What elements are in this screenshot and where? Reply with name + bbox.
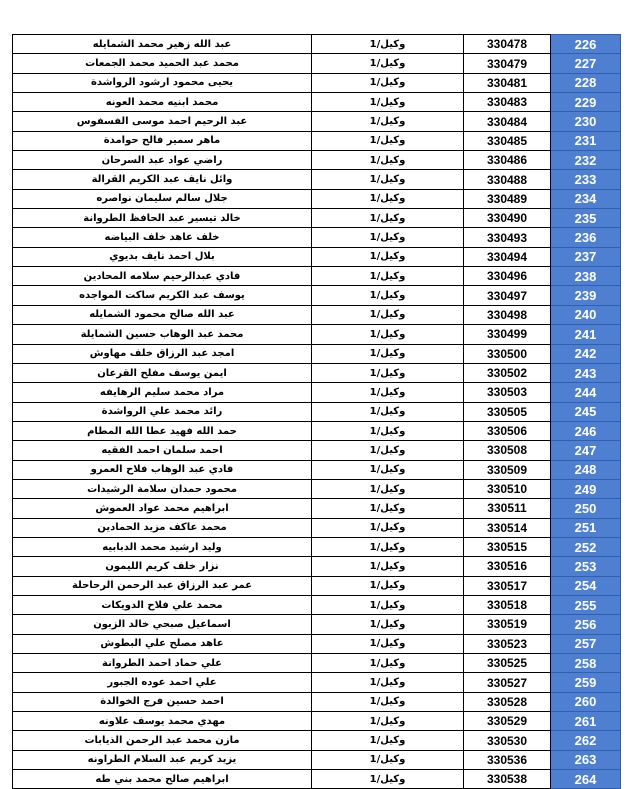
rank-cell: وكيل/1 — [312, 595, 464, 614]
table-row — [13, 305, 621, 324]
serial-number-cell: 261 — [551, 712, 621, 731]
serial-number-cell: 236 — [551, 228, 621, 247]
name-cell: عمر عبد الرزاق عبد الرحمن الرحاحلة — [13, 576, 312, 595]
rank-cell: وكيل/1 — [312, 518, 464, 537]
rank-cell: وكيل/1 — [312, 151, 464, 170]
rank-cell: وكيل/1 — [312, 247, 464, 266]
serial-number-cell: 260 — [551, 692, 621, 711]
table-row — [13, 557, 621, 576]
code-cell: 330481 — [464, 73, 551, 92]
code-cell: 330536 — [464, 750, 551, 769]
name-cell: وائل نايف عبد الكريم القرالة — [13, 170, 312, 189]
serial-number-cell: 228 — [551, 73, 621, 92]
serial-number-cell: 234 — [551, 189, 621, 208]
rank-cell: وكيل/1 — [312, 363, 464, 382]
rank-cell: وكيل/1 — [312, 344, 464, 363]
name-cell: خلف عاهد خلف البياضه — [13, 228, 312, 247]
table-row — [13, 499, 621, 518]
rank-cell: وكيل/1 — [312, 131, 464, 150]
serial-number-cell: 242 — [551, 344, 621, 363]
table-row — [13, 325, 621, 344]
code-cell: 330485 — [464, 131, 551, 150]
serial-number-cell: 262 — [551, 731, 621, 750]
name-cell: علي حماد احمد الطروانة — [13, 654, 312, 673]
table-row — [13, 93, 621, 112]
serial-number-cell: 231 — [551, 131, 621, 150]
serial-number-cell: 259 — [551, 673, 621, 692]
table-row — [13, 131, 621, 150]
serial-number-cell: 244 — [551, 383, 621, 402]
name-cell: اسماعيل صبحي خالد الزبون — [13, 615, 312, 634]
code-cell: 330503 — [464, 383, 551, 402]
code-cell: 330514 — [464, 518, 551, 537]
code-cell: 330519 — [464, 615, 551, 634]
table-row — [13, 460, 621, 479]
table-row — [13, 112, 621, 131]
rank-cell: وكيل/1 — [312, 286, 464, 305]
table-row — [13, 634, 621, 653]
code-cell: 330494 — [464, 247, 551, 266]
rank-cell: وكيل/1 — [312, 499, 464, 518]
name-cell: يوسف عبد الكريم ساكت المواجده — [13, 286, 312, 305]
table-row — [13, 228, 621, 247]
table-row — [13, 750, 621, 769]
table-row — [13, 576, 621, 595]
code-cell: 330538 — [464, 770, 551, 789]
table-row — [13, 692, 621, 711]
serial-number-cell: 237 — [551, 247, 621, 266]
name-cell: عبد الله زهير محمد الشمايله — [13, 35, 312, 54]
code-cell: 330479 — [464, 54, 551, 73]
serial-number-cell: 240 — [551, 305, 621, 324]
table-row — [13, 537, 621, 556]
table-row — [13, 615, 621, 634]
rank-cell: وكيل/1 — [312, 228, 464, 247]
code-cell: 330516 — [464, 557, 551, 576]
name-cell: ماهر سمير فالح حوامدة — [13, 131, 312, 150]
table-row — [13, 731, 621, 750]
serial-number-cell: 232 — [551, 151, 621, 170]
name-cell: راضي عواد عبد السرحان — [13, 151, 312, 170]
serial-number-cell: 263 — [551, 750, 621, 769]
name-cell: احمد حسين فرج الخوالدة — [13, 692, 312, 711]
name-cell: ابراهيم محمد عواد العموش — [13, 499, 312, 518]
code-cell: 330508 — [464, 441, 551, 460]
table-row — [13, 54, 621, 73]
code-cell: 330488 — [464, 170, 551, 189]
name-cell: ايمن يوسف مفلح القرعان — [13, 363, 312, 382]
rank-cell: وكيل/1 — [312, 537, 464, 556]
code-cell: 330497 — [464, 286, 551, 305]
name-cell: محمود حمدان سلامة الرشيدات — [13, 479, 312, 498]
table-row — [13, 151, 621, 170]
rank-cell: وكيل/1 — [312, 654, 464, 673]
rank-cell: وكيل/1 — [312, 615, 464, 634]
code-cell: 330510 — [464, 479, 551, 498]
serial-number-cell: 238 — [551, 267, 621, 286]
name-cell: علي احمد عوده الجبور — [13, 673, 312, 692]
name-cell: ابراهيم صالح محمد بني طه — [13, 770, 312, 789]
table-row — [13, 286, 621, 305]
name-cell: محمد عبد الحميد محمد الجمعات — [13, 54, 312, 73]
table-row — [13, 712, 621, 731]
code-cell: 330528 — [464, 692, 551, 711]
table-row — [13, 479, 621, 498]
table-row — [13, 421, 621, 440]
rank-cell: وكيل/1 — [312, 673, 464, 692]
serial-number-cell: 251 — [551, 518, 621, 537]
serial-number-cell: 233 — [551, 170, 621, 189]
rank-cell: وكيل/1 — [312, 479, 464, 498]
rank-cell: وكيل/1 — [312, 712, 464, 731]
serial-number-cell: 254 — [551, 576, 621, 595]
rank-cell: وكيل/1 — [312, 460, 464, 479]
rank-cell: وكيل/1 — [312, 112, 464, 131]
rank-cell: وكيل/1 — [312, 421, 464, 440]
code-cell: 330498 — [464, 305, 551, 324]
rank-cell: وكيل/1 — [312, 402, 464, 421]
serial-number-cell: 235 — [551, 209, 621, 228]
rank-cell: وكيل/1 — [312, 750, 464, 769]
serial-number-cell: 253 — [551, 557, 621, 576]
name-cell: يحيى محمود ارشود الرواشدة — [13, 73, 312, 92]
rank-cell: وكيل/1 — [312, 189, 464, 208]
serial-number-cell: 264 — [551, 770, 621, 789]
rank-cell: وكيل/1 — [312, 267, 464, 286]
code-cell: 330518 — [464, 595, 551, 614]
table-row — [13, 209, 621, 228]
name-cell: محمد عبد الوهاب حسين الشمايلة — [13, 325, 312, 344]
code-cell: 330525 — [464, 654, 551, 673]
rank-cell: وكيل/1 — [312, 557, 464, 576]
code-cell: 330483 — [464, 93, 551, 112]
serial-number-cell: 245 — [551, 402, 621, 421]
serial-number-cell: 243 — [551, 363, 621, 382]
serial-number-cell: 256 — [551, 615, 621, 634]
name-cell: محمد ابنيه محمد العونه — [13, 93, 312, 112]
table-row — [13, 654, 621, 673]
rank-cell: وكيل/1 — [312, 209, 464, 228]
code-cell: 330499 — [464, 325, 551, 344]
name-cell: وليد ارشيد محمد الدبابيه — [13, 537, 312, 556]
serial-number-cell: 226 — [551, 35, 621, 54]
serial-number-cell: 257 — [551, 634, 621, 653]
rank-cell: وكيل/1 — [312, 576, 464, 595]
name-cell: بلال احمد نايف بديوي — [13, 247, 312, 266]
table-row — [13, 247, 621, 266]
serial-number-cell: 249 — [551, 479, 621, 498]
table-row — [13, 595, 621, 614]
name-cell: فادي عبدالرحيم سلامه المحادين — [13, 267, 312, 286]
table-row — [13, 170, 621, 189]
code-cell: 330517 — [464, 576, 551, 595]
name-cell: مراد محمد سليم الرهايفه — [13, 383, 312, 402]
roster-sheet — [12, 34, 616, 789]
code-cell: 330515 — [464, 537, 551, 556]
code-cell: 330509 — [464, 460, 551, 479]
table-row — [13, 344, 621, 363]
code-cell: 330493 — [464, 228, 551, 247]
name-cell: عبد الله صالح محمود الشمايله — [13, 305, 312, 324]
code-cell: 330527 — [464, 673, 551, 692]
code-cell: 330500 — [464, 344, 551, 363]
serial-number-cell: 255 — [551, 595, 621, 614]
roster-table — [12, 34, 621, 789]
code-cell: 330530 — [464, 731, 551, 750]
serial-number-cell: 258 — [551, 654, 621, 673]
rank-cell: وكيل/1 — [312, 731, 464, 750]
name-cell: محمد علي فلاح الدويكات — [13, 595, 312, 614]
name-cell: مازن محمد عبد الرحمن الذيابات — [13, 731, 312, 750]
rank-cell: وكيل/1 — [312, 305, 464, 324]
code-cell: 330489 — [464, 189, 551, 208]
rank-cell: وكيل/1 — [312, 383, 464, 402]
name-cell: جلال سالم سليمان نواصره — [13, 189, 312, 208]
name-cell: رائد محمد علي الرواشدة — [13, 402, 312, 421]
code-cell: 330496 — [464, 267, 551, 286]
name-cell: نزار خلف كريم الليمون — [13, 557, 312, 576]
serial-number-cell: 239 — [551, 286, 621, 305]
rank-cell: وكيل/1 — [312, 441, 464, 460]
serial-number-cell: 246 — [551, 421, 621, 440]
serial-number-cell: 248 — [551, 460, 621, 479]
table-row — [13, 267, 621, 286]
rank-cell: وكيل/1 — [312, 634, 464, 653]
table-row — [13, 73, 621, 92]
table-row — [13, 189, 621, 208]
serial-number-cell: 227 — [551, 54, 621, 73]
name-cell: احمد سلمان احمد الفقيه — [13, 441, 312, 460]
serial-number-cell: 230 — [551, 112, 621, 131]
table-row — [13, 35, 621, 54]
table-row — [13, 673, 621, 692]
table-row — [13, 770, 621, 789]
code-cell: 330486 — [464, 151, 551, 170]
name-cell: حمد الله فهيد عطا الله المطام — [13, 421, 312, 440]
serial-number-cell: 247 — [551, 441, 621, 460]
rank-cell: وكيل/1 — [312, 170, 464, 189]
code-cell: 330490 — [464, 209, 551, 228]
code-cell: 330505 — [464, 402, 551, 421]
rank-cell: وكيل/1 — [312, 325, 464, 344]
rank-cell: وكيل/1 — [312, 35, 464, 54]
code-cell: 330478 — [464, 35, 551, 54]
name-cell: عبد الرحيم احمد موسى الفسفوس — [13, 112, 312, 131]
name-cell: خالد تيسير عبد الحافظ الطروانة — [13, 209, 312, 228]
code-cell: 330523 — [464, 634, 551, 653]
name-cell: امجد عبد الرزاق خلف مهاوش — [13, 344, 312, 363]
rank-cell: وكيل/1 — [312, 54, 464, 73]
serial-number-cell: 252 — [551, 537, 621, 556]
rank-cell: وكيل/1 — [312, 770, 464, 789]
name-cell: عاهد مصلح علي البطوش — [13, 634, 312, 653]
code-cell: 330502 — [464, 363, 551, 382]
table-row — [13, 402, 621, 421]
name-cell: مهدي محمد يوسف علاونه — [13, 712, 312, 731]
table-row — [13, 363, 621, 382]
table-row — [13, 441, 621, 460]
name-cell: محمد عاكف مزيد الحمادين — [13, 518, 312, 537]
serial-number-cell: 241 — [551, 325, 621, 344]
roster-table-body — [13, 35, 621, 789]
rank-cell: وكيل/1 — [312, 692, 464, 711]
serial-number-cell: 250 — [551, 499, 621, 518]
table-row — [13, 518, 621, 537]
serial-number-cell: 229 — [551, 93, 621, 112]
code-cell: 330529 — [464, 712, 551, 731]
code-cell: 330511 — [464, 499, 551, 518]
name-cell: يزيد كريم عبد السلام الطراونه — [13, 750, 312, 769]
name-cell: فادي عبد الوهاب فلاح العمرو — [13, 460, 312, 479]
code-cell: 330506 — [464, 421, 551, 440]
table-row — [13, 383, 621, 402]
rank-cell: وكيل/1 — [312, 93, 464, 112]
code-cell: 330484 — [464, 112, 551, 131]
rank-cell: وكيل/1 — [312, 73, 464, 92]
